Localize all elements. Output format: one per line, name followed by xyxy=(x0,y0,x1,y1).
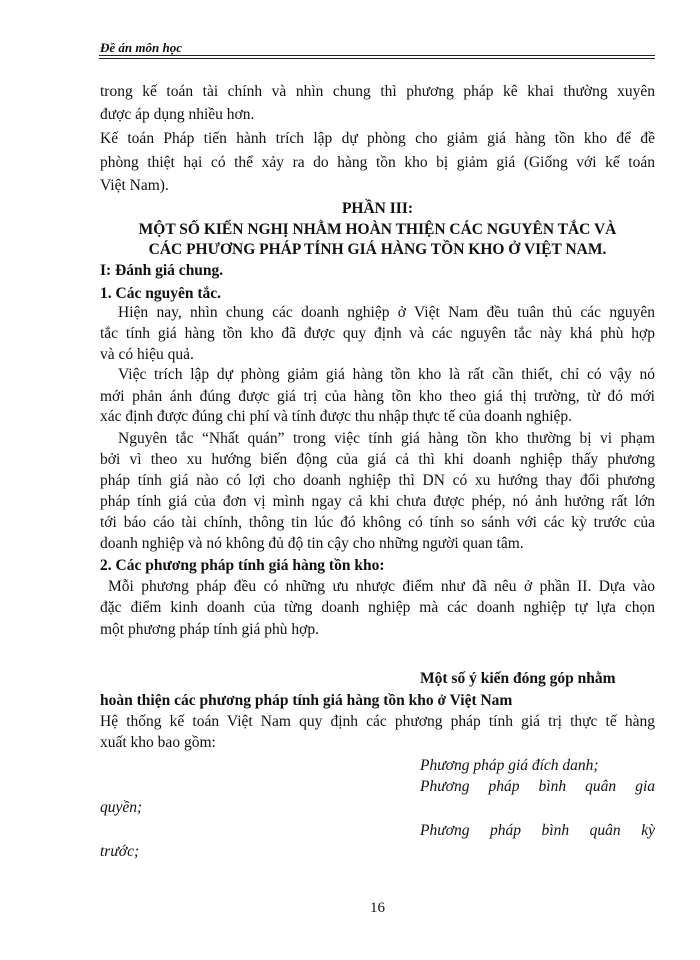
paragraph-line: đặc điểm kinh doanh của từng doanh nghiệp mà các doanh nghiệp tự lựa chọn xyxy=(100,599,655,616)
method-list-item-cont: trước; xyxy=(100,843,140,860)
paragraph-line: mới phản ánh đúng được giá trị của hàng tồn kho theo giá thị trường, từ đó mới xyxy=(100,388,655,405)
part-title-line: CÁC PHƯƠNG PHÁP TÍNH GIÁ HÀNG TỒN KHO Ở VIỆT NAM. xyxy=(148,241,607,258)
paragraph-line: pháp tính giá nào có lợi cho doanh nghiệp thì DN có xu hướng thay đổi phương xyxy=(100,472,655,489)
header-title: Đề án môn học xyxy=(100,40,182,55)
paragraph-line: Mỗi phương pháp đều có những ưu nhược điểm như đã nêu ở phần II. Dựa vào xyxy=(108,578,655,595)
intro-line: Kế toán Pháp tiến hành trích lập dự phòng cho giảm giá hàng tồn kho để đề xyxy=(100,130,655,147)
paragraph-line: xác định được đúng chi phí và tính được thu nhập thực tế của doanh nghiệp. xyxy=(100,408,573,425)
paragraph-line: Việc trích lập dự phòng giảm giá hàng tồn kho là rất cần thiết, chỉ có vậy nó xyxy=(118,366,655,383)
intro-line: phòng thiệt hại có thể xảy ra do hàng tồn kho bị giảm giá (Giống với kế toán xyxy=(100,154,655,171)
paragraph-line: Nguyên tắc “Nhất quán” trong việc tính giá hàng tồn kho thường bị vi phạm xyxy=(118,430,655,447)
intro-line: được áp dụng nhiều hơn. xyxy=(100,106,255,123)
paragraph-line: xuất kho bao gồm: xyxy=(100,734,216,751)
proposal-heading-line: hoàn thiện các phương pháp tính giá hàng tồn kho ở Việt Nam xyxy=(100,692,513,709)
header-rule-top xyxy=(99,55,655,56)
method-list-item: Phương pháp bình quân kỳ xyxy=(420,822,655,839)
part-number: PHẦN III: xyxy=(341,200,414,217)
method-list-item-cont: quyền; xyxy=(100,799,143,816)
paragraph-line: Hệ thống kế toán Việt Nam quy định các phương pháp tính giá trị thực tế hàng xyxy=(100,713,655,730)
section-heading: I: Đánh giá chung. xyxy=(100,262,224,279)
paragraph-line: tắc tính giá hàng tồn kho đã được quy định và các nguyên tắc này khá phù hợp xyxy=(100,325,655,342)
subsection-heading: 1. Các nguyên tắc. xyxy=(100,285,221,302)
paragraph-line: một phương pháp tính giá phù hợp. xyxy=(100,621,319,638)
paragraph-line: doanh nghiệp và nó không đủ độ tin cậy cho những người quan tâm. xyxy=(100,535,524,552)
part-title-line: MỘT SỐ KIẾN NGHỊ NHẰM HOÀN THIỆN CÁC NGUYÊN TẮC VÀ xyxy=(138,221,617,238)
intro-line: Việt Nam). xyxy=(100,177,169,194)
paragraph-line: Hiện nay, nhìn chung các doanh nghiệp ở Việt Nam đều tuân thủ các nguyên xyxy=(118,304,655,321)
paragraph-line: và có hiệu quả. xyxy=(100,346,194,363)
subsection-heading: 2. Các phương pháp tính giá hàng tồn kho: xyxy=(100,557,385,574)
page-number: 16 xyxy=(370,900,385,916)
method-list-item: Phương pháp giá đích danh; xyxy=(420,757,599,774)
proposal-heading-line: Một số ý kiến đóng góp nhằm xyxy=(420,670,616,687)
intro-line: trong kế toán tài chính và nhìn chung thì phương pháp kê khai thường xuyên xyxy=(100,83,655,100)
header-rule-bottom xyxy=(99,58,655,59)
paragraph-line: pháp tính giá của đơn vị mình ngay cả khi chưa được phép, nó ảnh hưởng rất lớn xyxy=(100,493,655,510)
paragraph-line: tới báo cáo tài chính, thông tin lúc đó không có tính so sánh với các kỳ trước của xyxy=(100,514,655,531)
paragraph-line: bởi vì theo xu hướng biến động của giá cả thì khi doanh nghiệp thấy phương xyxy=(100,451,655,468)
method-list-item: Phương pháp bình quân gia xyxy=(420,778,655,795)
